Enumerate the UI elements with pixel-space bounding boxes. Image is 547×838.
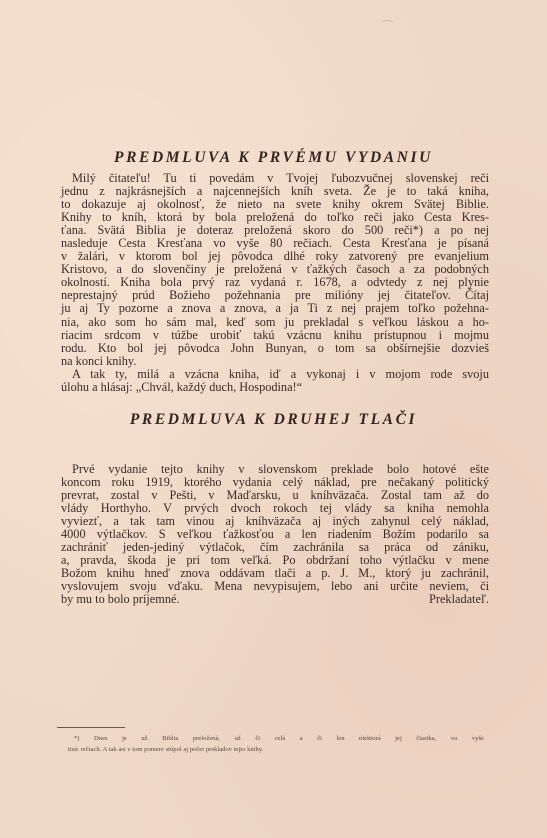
text-line: zachrániť jeden-jediný výtlačok, čím zachránila sa práca od zániku, (61, 540, 489, 555)
text-line: jednu z najkrásnejších a najcennejších kníh sveta. Že je to taká kniha, (61, 184, 489, 199)
text-line: okolností. Kniha bola prvý raz vydaná r. 1678, a odvtedy z nej plynie (61, 275, 489, 290)
footnote-line: tisíc rečiach. A tak asi v tom pomere stúpol aj počet prekladov tejto knihy. (68, 746, 264, 753)
translator-signature: Prekladateľ. (429, 592, 489, 607)
text-line: A tak ty, milá a vzácna kniha, iď a vykonaj i v mojom rode svoju (72, 366, 489, 381)
text-line: rodu. Kto bol jej pôvodca John Bunyan, o tom sa obšírnejšie dozvieš (61, 340, 489, 355)
text-line: vlády Horthyho. V prvých dvoch rokoch tej vlády sa kniha nemohla (61, 501, 489, 516)
preface-first-heading: PREDMLUVA K PRVÉMU VYDANIU (114, 149, 433, 166)
text-line: Božom knihu hneď znova oddávam tlači a p. J. M., ktorý ju zachránil, (61, 566, 489, 581)
preface-second-heading: PREDMLUVA K DRUHEJ TLAČI (129, 411, 418, 428)
text-line: Milý čitateľu! Tu ti povedám v Tvojej ľubozvučnej slovenskej reči (72, 171, 489, 185)
preface-second-text (61, 463, 489, 607)
text-line: nia, ako som ho sám mal, keď som ju prekladal s veľkou láskou a ho- (61, 314, 489, 329)
preface-first-text (61, 172, 489, 394)
text-line: Kristovo, a do slovenčiny je preložená v ťažkých časoch a za podobných (61, 262, 489, 277)
text-line: riacim srdcom v túžbe urobiť takú vzácnu knihu prístupnou i mojmu (61, 327, 489, 342)
text-line: to dokazuje aj okolnosť, že nieto na svete knihy okrem Svätej Biblie. (61, 197, 489, 212)
text-line: úlohu a hlásaj: „Chvál, každý duch, Hospodina!“ (61, 379, 303, 394)
footnote-divider (57, 727, 125, 728)
text-line: koncom roku 1919, ktorého vydania celý náklad, pre nečakaný politický (61, 475, 489, 490)
text-line: ju aj Ty pozorne a znova a znova, a ja Ti z nej prajem toľko požehna- (61, 301, 489, 316)
text-line: ťana. Svätá Biblia je doteraz preložená skoro do 500 reči*) a po nej (61, 223, 489, 238)
footnote-line: *) Dnes je už Biblia preložená, už či celá a či len niektorá jej čiastka, vo vyše (74, 735, 484, 742)
text-line: a, pravda, škoda je pri tom veľká. Po obdržaní toho výtlačku v mene (61, 553, 489, 568)
text-line: na konci knihy. (61, 353, 137, 368)
text-line: Prvé vydanie tejto knihy v slovenskom preklade bolo hotové ešte (72, 462, 489, 476)
text-line: 4000 výtlačkov. S veľkou ťažkosťou a len riadením Božím podarilo sa (61, 527, 489, 542)
text-line: vyviezť, a tak tam vinou aj kníhväzača aj iných zahynul celý náklad, (61, 514, 489, 529)
text-line: Knihy to kníh, ktorá by bola preložená do toľko reči jako Cesta Kres- (61, 210, 489, 225)
paper-stain (380, 20, 394, 28)
text-line: nasleduje Cesta Kresťana vo vyše 80 rečiach. Cesta Kresťana je písaná (61, 236, 489, 251)
footnote (68, 733, 484, 755)
text-line: vyslovujem svoju vďaku. Mena nevypisujem, lebo ani určite neviem, či (61, 579, 489, 594)
text-line: neprestajný prúd Božieho požehnania pre milióny jej čitateľov. Čítaj (61, 288, 489, 303)
text-line: prevrat, zostal v Pešti, v Maďarsku, u kníhväzača. Zostal tam až do (61, 488, 489, 503)
text-line: by mu to bolo príjemné. (61, 592, 180, 607)
text-line: v žalári, v ktorom bol jej pôvodca dlhé roky zatvorený pre evanjelium (61, 249, 489, 264)
